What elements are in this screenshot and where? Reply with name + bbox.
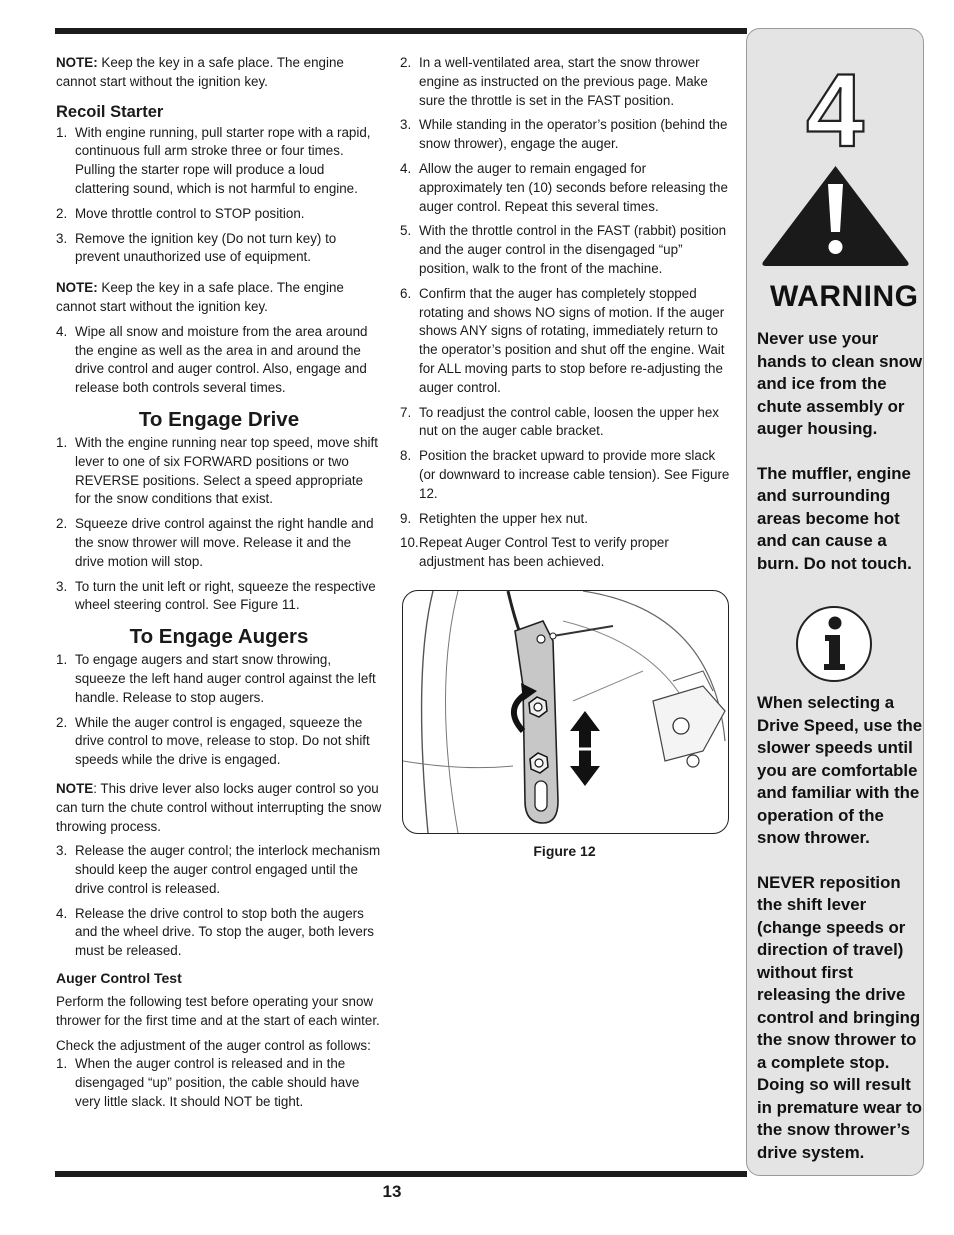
auger-control-test-heading: Auger Control Test — [56, 970, 182, 987]
engage-drive-heading: To Engage Drive — [138, 407, 300, 431]
auger-bracket-drawing — [403, 591, 728, 833]
list-item: 6. Confirm that the auger has completely stopped rotating and shows NO signs of motion. If the auger shows ANY signs of rotating, immediately return to the operator’s position and shut off the engine. Wait for ALL moving parts to stop before re-adjusting the auger control. — [400, 285, 725, 395]
list-item: 3. While standing in the operator’s position (behind the snow thrower), engage the auger. — [400, 117, 728, 152]
augers-steps — [56, 651, 382, 770]
note-drive-lever: NOTE: This drive lever also locks auger control so you can turn the chute control without interrupting the snow throwing process. — [56, 780, 382, 834]
list-item: 7. To readjust the control cable, loosen the upper hex nut on the auger cable bracket. — [400, 404, 719, 439]
list-item: 5. With the throttle control in the FAST (rabbit) position and the auger control in the disengaged “up” position, walk to the front of the machine. — [400, 223, 727, 276]
chapter-number-4 — [800, 58, 870, 156]
drive-steps — [56, 434, 382, 615]
engage-augers-heading: To Engage Augers — [129, 625, 309, 649]
list-item: 9. Retighten the upper hex nut. — [400, 510, 588, 526]
warning-text — [757, 328, 925, 597]
middle-column — [400, 54, 730, 578]
list-item: 1. With engine running, pull starter rope with a rapid, continuous full arm stroke three or four times. Pulling the starter rope will produce a loud clattering sound, which is not harmful to engine. — [56, 124, 371, 196]
test-intro: Perform the following test before operating your snow thrower for the first time and at the start of each winter. — [56, 994, 380, 1028]
left-column — [56, 54, 382, 1118]
info-text — [757, 692, 925, 1186]
list-item: 4. Release the drive control to stop both the augers and the wheel drive. To stop the auger, both levers must be released. — [56, 905, 375, 959]
recoil-starter-heading: Recoil Starter — [56, 102, 164, 121]
test-steps — [56, 1055, 382, 1111]
page-number: 13 — [382, 1182, 402, 1201]
list-item: 10. Repeat Auger Control Test to verify proper adjustment has been achieved. — [400, 535, 669, 570]
note-key-1: NOTE: Keep the key in a safe place. The engine cannot start without the ignition key. — [56, 55, 344, 89]
figure-12-caption: Figure 12 — [533, 843, 596, 859]
info-drive-speed-text: When selecting a Drive Speed, use the slower speeds until you are comfortable and familiar with the operation of the snow thrower. — [757, 693, 923, 847]
test-check: Check the adjustment of the auger control as follows: — [56, 1037, 371, 1053]
list-item: 8. Position the bracket upward to provide more slack (or downward to increase cable tension). See Figure 12. — [400, 448, 730, 501]
recoil-step-4 — [56, 323, 382, 398]
warning-hands-text: Never use your hands to clean snow and ice from the chute assembly or auger housing. — [757, 329, 923, 438]
list-item: 3. Release the auger control; the interlock mechanism should keep the auger control engaged until the drive control is released. — [56, 843, 381, 896]
list-item: 3. To turn the unit left or right, squeeze the respective wheel steering control. See Figure 11. — [56, 578, 376, 613]
note-key-2: NOTE: Keep the key in a safe place. The engine cannot start without the ignition key. — [56, 280, 344, 314]
list-item: 2. While the auger control is engaged, squeeze the drive control to move, release to stop. Do not shift speeds while the drive is engaged. — [56, 714, 370, 768]
bottom-rule — [55, 1171, 747, 1177]
recoil-steps — [56, 124, 382, 268]
warning-hot-text: The muffler, engine and surrounding areas become hot and can cause a burn. Do not touch. — [757, 463, 912, 573]
svg-text:4: 4 — [806, 58, 864, 156]
augers-steps-2 — [56, 842, 382, 961]
list-item: 1. To engage augers and start snow throwing, squeeze the left hand auger control against the left handle. Release to stop augers. — [56, 652, 376, 705]
list-item: 3. Remove the ignition key (Do not turn key) to prevent unauthorized use of equipment. — [56, 230, 337, 265]
list-item: 2. Squeeze drive control against the right handle and the snow thrower will move. Release it and the drive motion will stop. — [56, 516, 374, 569]
list-item: 1. When the auger control is released and in the disengaged “up” position, the cable should have very little slack. It should NOT be tight. — [56, 1056, 360, 1110]
top-rule — [55, 28, 747, 34]
warning-title: WARNING — [770, 280, 919, 313]
list-item: 4. Allow the auger to remain engaged for approximately ten (10) seconds before releasing the auger control. Repeat this several times. — [400, 160, 728, 214]
test-steps-continued — [400, 54, 730, 572]
info-shift-lever-text: NEVER reposition the shift lever (change speeds or direction of travel) without first releasing the drive control and bringing the snow thrower to a complete stop. Doing so will result in premature wear to the snow thrower’s drive system. — [757, 872, 923, 1162]
list-item: 4. Wipe all snow and moisture from the area around the engine as well as the area in and around the drive control and auger control. Also, engage and release both controls several times. — [56, 323, 368, 396]
list-item: 2. In a well-ventilated area, start the snow thrower engine as instructed on the previous page. Make sure the throttle is set in the FAST position. — [400, 55, 708, 108]
warning-triangle-icon — [758, 162, 913, 270]
list-item: 2. Move throttle control to STOP position. — [56, 205, 305, 221]
info-icon — [794, 604, 874, 684]
list-item: 1. With the engine running near top speed, move shift lever to one of six FORWARD positions or two REVERSE positions. Select a speed appropriate for the snow conditions that exist. — [56, 434, 378, 507]
figure-12-illustration — [402, 590, 729, 834]
